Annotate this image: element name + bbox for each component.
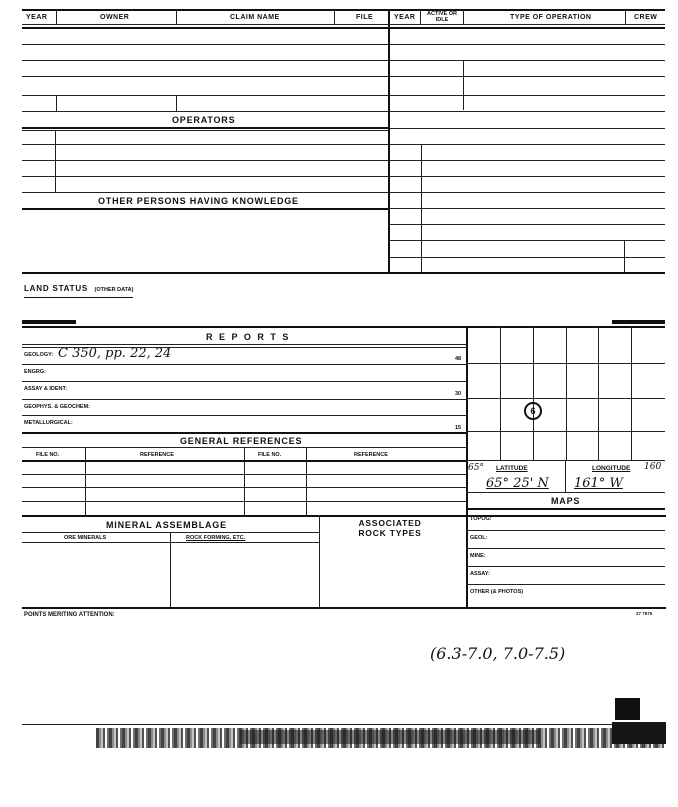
report-label-assay: ASSAY & IDENT: bbox=[24, 386, 68, 392]
report-label-geophys: GEOPHYS. & GEOCHEM: bbox=[24, 404, 91, 410]
land-status-subtitle: (OTHER DATA) bbox=[94, 287, 134, 293]
report-label-engrg: ENGRG: bbox=[24, 369, 46, 375]
handwritten-note: (6.3-7.0, 7.0-7.5) bbox=[430, 644, 566, 663]
col-header-year-2: YEAR bbox=[394, 14, 416, 21]
col-header-file: FILE bbox=[356, 14, 374, 21]
other-persons-title: OTHER PERSONS HAVING KNOWLEDGE bbox=[98, 196, 299, 206]
report-label-metallurgical: METALLURGICAL: bbox=[24, 420, 73, 426]
report-num-assay: 30 bbox=[455, 391, 462, 397]
general-references-title: GENERAL REFERENCES bbox=[180, 436, 303, 446]
mineral-title: MINERAL ASSEMBLAGE bbox=[106, 520, 227, 530]
maps-row-mine: MINE: bbox=[470, 553, 486, 559]
maps-title: MAPS bbox=[551, 496, 581, 506]
col-header-active-idle: ACTIVE OR IDLE bbox=[427, 11, 457, 23]
report-value-geology: C 350, pp. 22, 24 bbox=[58, 346, 172, 361]
ref-header-file-no-1: FILE NO. bbox=[36, 452, 60, 458]
col-header-year: YEAR bbox=[26, 14, 48, 21]
report-num-geology: 48 bbox=[455, 356, 462, 362]
report-label-geology: GEOLOGY: bbox=[24, 352, 54, 358]
latitude-value: 65° 25' N bbox=[486, 476, 549, 491]
maps-row-assay: ASSAY: bbox=[470, 571, 490, 577]
reports-title: R E P O R T S bbox=[206, 332, 291, 342]
form-number: 27 7575 bbox=[636, 611, 653, 616]
mineral-col-rock-forming: ROCK FORMING, ETC. bbox=[186, 535, 246, 541]
land-status bbox=[24, 278, 133, 298]
longitude-value: 161° W bbox=[574, 476, 623, 491]
land-status-title: LAND STATUS bbox=[24, 284, 89, 293]
maps-row-topog: TOPOG: bbox=[470, 516, 492, 522]
maps-row-other: OTHER (& PHOTOS) bbox=[470, 589, 524, 595]
col-header-owner: OWNER bbox=[100, 14, 130, 21]
latitude-label: LATITUDE bbox=[496, 465, 528, 472]
ref-header-reference-1: REFERENCE bbox=[140, 452, 174, 458]
mineral-col-ore: ORE MINERALS bbox=[64, 535, 107, 541]
col-header-crew: CREW bbox=[634, 14, 658, 21]
maps-row-geol: GEOL: bbox=[470, 535, 488, 541]
associated-rock-types: ASSOCIATED ROCK TYPES bbox=[358, 518, 422, 538]
points-meriting-attention: POINTS MERITING ATTENTION: bbox=[24, 612, 115, 618]
col-header-claim-name: CLAIM NAME bbox=[230, 14, 280, 21]
operators-title: OPERATORS bbox=[172, 115, 236, 125]
latitude-prefix: 65° bbox=[468, 463, 484, 473]
report-num-metallurgical: 15 bbox=[455, 425, 462, 431]
longitude-label: LONGITUDE bbox=[592, 465, 631, 472]
ref-header-file-no-2: FILE NO. bbox=[258, 452, 282, 458]
grid-location-marker: 6 bbox=[524, 402, 542, 420]
ref-header-reference-2: REFERENCE bbox=[354, 452, 388, 458]
col-header-type-of-operation: TYPE OF OPERATION bbox=[510, 14, 592, 21]
longitude-suffix: 160 bbox=[644, 462, 662, 472]
